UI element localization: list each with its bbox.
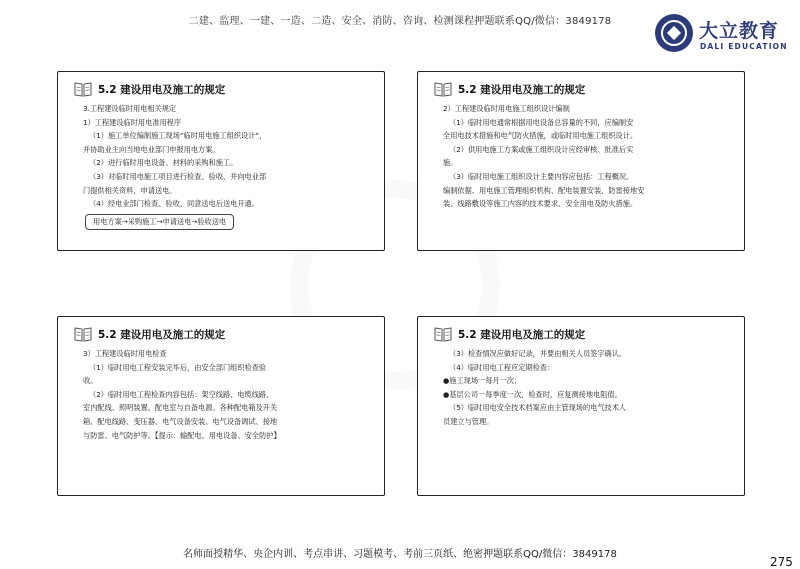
slide-1 [57, 71, 385, 251]
text-line: （4）经电业部门检查、验收，同意送电后送电开通。 [89, 199, 259, 209]
slide-4 [417, 316, 745, 496]
footer-banner: 名师面授精华、央企内训、考点串讲、习题模考、考前三页纸、绝密押题联系QQ/微信：3849178 [183, 549, 617, 560]
text-line: （2）进行临时用电设备、材料的采购和施工。 [89, 158, 238, 168]
text-line: （4）临时用电工程应定期检查： [449, 362, 555, 372]
text-line: （1）临时用电工程安装完毕后，由安全部门组织检查验 [89, 362, 267, 372]
slide-body [443, 347, 729, 429]
bullet-item: ●施工现场一每月一次； [443, 376, 522, 386]
book-icon [434, 81, 452, 97]
book-icon [74, 326, 92, 342]
sub-heading: 3）工程建设临时用电检查 [83, 349, 167, 358]
logo-emblem-icon [655, 14, 693, 52]
section-heading: 3.工程建设临时用电相关规定 [83, 104, 177, 113]
page-number: 275 [770, 555, 793, 569]
header-banner: 二建、监理、一建、一造、二造、安全、消防、咨询、检测课程押题联系QQ/微信：3849178 [188, 16, 612, 27]
text-line: 并协助业主向当地电业部门申报用电方案。 [83, 144, 220, 154]
text-line: 员建立与管理。 [443, 416, 494, 426]
text-line: （1）施工单位编制施工现场“临时用电施工组织设计”， [89, 131, 267, 141]
book-icon [434, 326, 452, 342]
logo [655, 14, 788, 58]
text-line: 门提供相关资料，申请送电。 [83, 185, 177, 195]
text-line: （2）临时用电工程检查内容包括：架空线路、电缆线路、 [89, 389, 274, 399]
process-flow-box: 用电方案→采购施工→申请送电→验收送电 [85, 214, 234, 230]
slide-3 [57, 316, 385, 496]
text-line: （5）临时用电安全技术档案应由主管现场的电气技术人 [449, 403, 627, 413]
text-line: 箱、配电线路、变压器、电气设备安装、电气设备调试、接地 [83, 416, 278, 426]
text-line: 全用电技术措施和电气防火措施，或临时用电施工组织设计。 [443, 131, 638, 141]
text-line: 编制依据、用电施工管理组织机构、配电装置安装、防雷接地安 [443, 185, 645, 195]
text-line: （3）临时用电施工组织设计主要内容应包括：工程概况、 [449, 171, 634, 181]
slide-title: 5.2 建设用电及施工的规定 [98, 84, 226, 96]
text-line: （2）供用电施工方案或施工组织设计应经审核、批准后实 [449, 144, 634, 154]
slide-body [443, 102, 729, 211]
sub-heading: 2）工程建设临时用电施工组织设计编制 [443, 104, 570, 113]
text-line: （1）临时用电通常根据用电设备总容量的不同，应编制安 [449, 117, 634, 127]
book-icon [74, 81, 92, 97]
text-line: 与防雷、电气防护等。【提示：输配电、用电设备、安全防护】 [83, 430, 281, 440]
text-line: 装、线路敷设等施工内容的技术要求、安全用电及防火措施。 [443, 199, 638, 209]
text-line: 施。 [443, 158, 458, 168]
text-line: （3）对临时用电施工项目进行检查、验收，并向电业部 [89, 171, 267, 181]
sub-heading: 1）工程建设临时用电准用程序 [83, 117, 182, 127]
logo-subtitle: DALI EDUCATION [700, 42, 788, 51]
slide-title: 5.2 建设用电及施工的规定 [458, 329, 586, 341]
text-line: （3）检查情况应做好记录，并要由相关人员签字确认。 [449, 349, 627, 358]
logo-title: 大立教育 [699, 20, 780, 42]
text-line: 室内配线、照明装置、配电室与自备电源、各种配电箱及开关 [83, 403, 278, 413]
slide-body [83, 102, 369, 230]
slide-2 [417, 71, 745, 251]
slide-title: 5.2 建设用电及施工的规定 [98, 329, 226, 341]
slide-body [83, 347, 369, 442]
bullet-item: ●基层公司一每季度一次，检查时，应复测接地电阻值。 [443, 389, 622, 399]
slide-title: 5.2 建设用电及施工的规定 [458, 84, 586, 96]
text-line: 收。 [83, 376, 98, 386]
